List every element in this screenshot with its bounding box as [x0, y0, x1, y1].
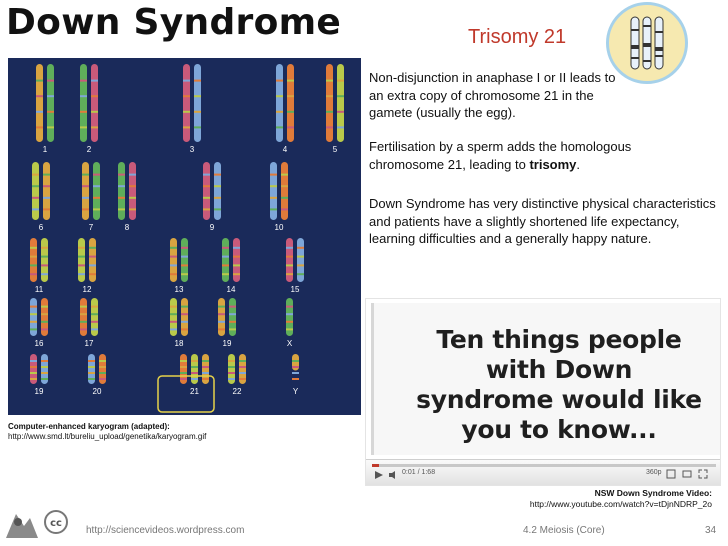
video-time: 0:01 / 1:68: [402, 469, 436, 476]
chromosome-pair-1: [36, 64, 54, 142]
chromosome-pair-18: [170, 298, 188, 336]
chromosome-label: 7: [88, 223, 94, 232]
chromosome-pair-16: [30, 298, 48, 336]
trisomy-term: trisomy: [529, 156, 577, 172]
chromosome-label: X: [286, 339, 293, 348]
video-progress-bar[interactable]: [372, 464, 716, 467]
chromosome-label: 14: [226, 285, 236, 294]
slide-title: Down Syndrome: [6, 2, 342, 43]
chromosome-pair-14: [222, 238, 240, 282]
chromosome-label: 5: [332, 145, 338, 154]
chromosome-label: 9: [209, 223, 215, 232]
video-caption: [530, 488, 712, 510]
chromosome-pair-10: [270, 162, 288, 220]
volume-icon[interactable]: [388, 470, 398, 480]
chromosome-pair-8: [118, 162, 136, 220]
chromosome-label: 16: [34, 339, 44, 348]
chromosome-pair-17: [80, 298, 98, 336]
chromosome-pair-4: [276, 64, 294, 142]
chromosome-label: 4: [282, 145, 288, 154]
cc-license-icon: [2, 506, 72, 544]
paragraph-fertilisation-text: Fertilisation by a sperm adds the homologous chromosome 21, leading to: [369, 139, 632, 172]
chromosome-pair-9: [203, 162, 221, 220]
chromosome-label: 11: [34, 285, 44, 294]
chromosome-label: 21: [190, 387, 199, 396]
chromosome-pair-15: [286, 238, 304, 282]
chromosome-pair-3: [183, 64, 201, 142]
popout-icon[interactable]: [666, 469, 676, 479]
chromosome-pair-6: [32, 162, 50, 220]
chromosome-label: 10: [274, 223, 284, 232]
chromosome-pair-2: [80, 64, 98, 142]
paragraph-characteristics: Down Syndrome has very distinctive physical characteristics and patients have a slightly shortened life expectancy, learning difficulties and a generally happy nature.: [369, 196, 716, 246]
chromosome-label: 18: [174, 339, 184, 348]
chromosome-label: 6: [38, 223, 44, 232]
chromosome-pair-5: [326, 64, 344, 142]
svg-text:cc: cc: [50, 518, 62, 529]
chromosome-pair-7: [82, 162, 100, 220]
chromosome-label: 19: [222, 339, 232, 348]
chromosome-label: 15: [290, 285, 300, 294]
chromosome-label: 22: [232, 387, 242, 396]
video-quality[interactable]: 360p: [646, 469, 662, 476]
chromosome-label: 3: [189, 145, 195, 154]
fullscreen-icon[interactable]: [698, 469, 708, 479]
chromosome-label: 8: [124, 223, 130, 232]
footer-section: 4.2 Meiosis (Core): [523, 525, 605, 536]
chromosome-pair-13: [170, 238, 188, 282]
chromosome-pair-X: [286, 298, 293, 336]
chromosome-pair-12: [78, 238, 96, 282]
footer-url[interactable]: http://sciencevideos.wordpress.com: [86, 525, 245, 536]
paragraph-fertilisation-end: .: [576, 156, 581, 172]
video-frame-text: Ten things people with Down syndrome would like you to know...: [416, 325, 702, 444]
chromosome-label: 12: [82, 285, 92, 294]
chromosome-label: 1: [42, 145, 48, 154]
chromosome-pair-20: [88, 354, 106, 384]
play-icon[interactable]: [374, 470, 384, 480]
chromosome-label: 20: [92, 387, 102, 396]
page-number: 34: [705, 525, 717, 536]
karyogram-caption-title: Computer-enhanced karyogram (adapted):: [8, 422, 170, 431]
chromosome-label: 13: [174, 285, 184, 294]
chromosome-pair-22: [228, 354, 246, 384]
video-controls: [366, 459, 721, 485]
video-frame[interactable]: [371, 303, 721, 455]
chromosome-label: 17: [84, 339, 94, 348]
karyogram-caption: [8, 422, 206, 442]
chromosome-pair-19: [30, 354, 48, 384]
video-caption-url[interactable]: http://www.youtube.com/watch?v=tDjnNDRP_2o: [529, 499, 712, 509]
chromosome-label: 19: [34, 387, 44, 396]
chromosome-label: 2: [86, 145, 92, 154]
paragraph-fertilisation: [369, 138, 709, 173]
paragraph-nondisjunction: Non-disjunction in anaphase I or II leads to an extra copy of chromosome 21 in the gamete (usually the egg).: [369, 70, 616, 120]
chromosome-label: Y: [292, 387, 299, 396]
slide-subtitle: Trisomy 21: [468, 26, 567, 48]
chromosome-pair-19: [218, 298, 236, 336]
video-player[interactable]: [365, 298, 721, 486]
chromosome-pair-21: [180, 354, 209, 384]
video-progress-played: [372, 464, 379, 467]
video-caption-title: NSW Down Syndrome Video:: [594, 488, 712, 498]
expand-icon[interactable]: [682, 469, 692, 479]
chromosome-pair-Y: [292, 354, 299, 380]
karyogram-caption-url[interactable]: http://www.smd.lt/bureliu_upload/genetika/karyogram.gif: [8, 432, 207, 441]
chromosome-pair-11: [30, 238, 48, 282]
karyogram-image: [8, 58, 361, 415]
